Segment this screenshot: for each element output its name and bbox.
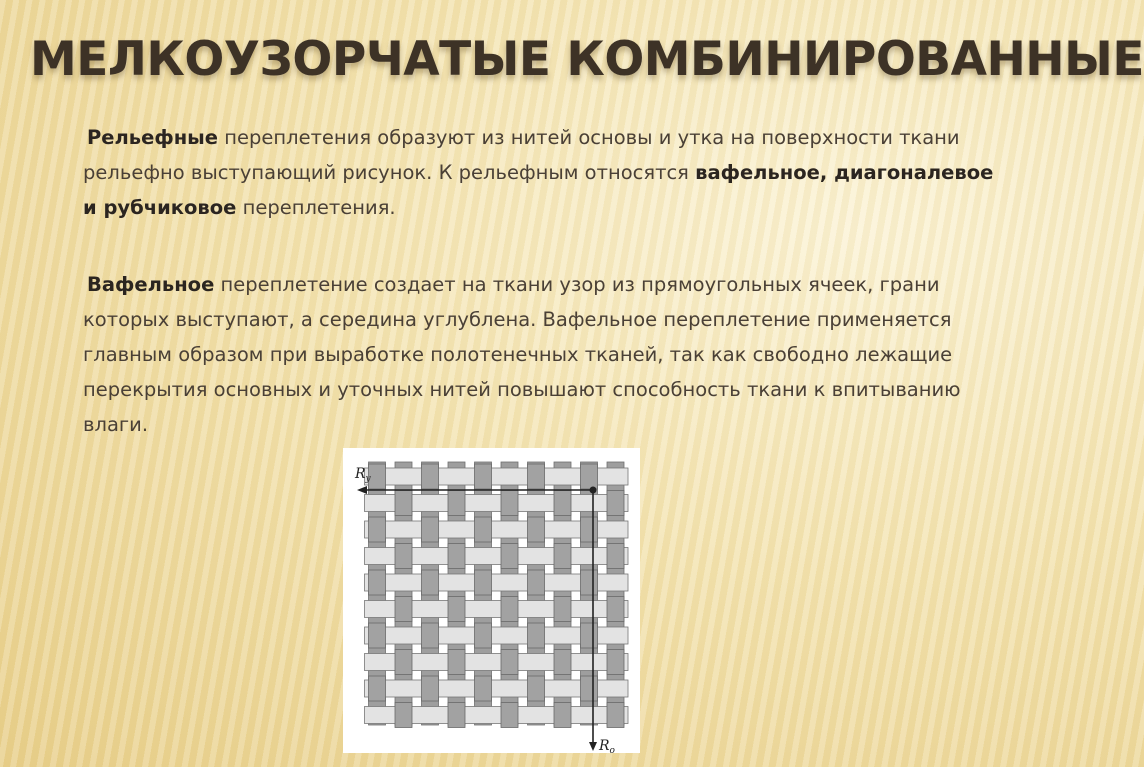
warp-float <box>581 517 598 542</box>
warp-float <box>369 623 386 648</box>
warp-float <box>395 650 412 675</box>
paragraph-waffle-text: переплетение создает на ткани узор из прямоугольных ячеек, грани которых выступают, а середина углублена. Вафельное переплетение применяется главным образом при выработке полотенечных тканей, так как свободно лежащие перекрытия основных и уточных нитей повышают способность ткани к впитыванию влаги. <box>83 273 961 436</box>
warp-float <box>528 676 545 701</box>
warp-float <box>581 623 598 648</box>
warp-float <box>501 597 518 622</box>
warp-float <box>554 650 571 675</box>
warp-float <box>395 597 412 622</box>
arrow-down-icon <box>589 742 597 751</box>
warp-float <box>607 650 624 675</box>
warp-float <box>581 676 598 701</box>
repeat-weft-label: $R_y$ <box>355 466 371 484</box>
slide-title: МЕЛКОУЗОРЧАТЫЕ КОМБИНИРОВАННЫЕ <box>30 32 1144 87</box>
warp-float <box>528 517 545 542</box>
warp-float <box>554 703 571 728</box>
warp-float <box>607 491 624 516</box>
warp-float <box>369 464 386 489</box>
warp-float <box>554 544 571 569</box>
repeat-corner-dot <box>590 487 597 494</box>
warp-float <box>528 464 545 489</box>
warp-float <box>501 703 518 728</box>
warp-float <box>395 491 412 516</box>
warp-float <box>554 597 571 622</box>
warp-float <box>554 491 571 516</box>
warp-float <box>448 703 465 728</box>
weave-grid <box>365 462 629 728</box>
relief-types: вафельное, диагоналевое и рубчиковое <box>83 161 994 219</box>
warp-float <box>448 597 465 622</box>
paragraph-waffle <box>83 267 1003 442</box>
warp-float <box>448 650 465 675</box>
waffle-weave-diagram <box>343 448 640 756</box>
warp-float <box>422 517 439 542</box>
warp-float <box>581 464 598 489</box>
warp-float <box>528 570 545 595</box>
warp-float <box>501 491 518 516</box>
term-relief: Рельефные <box>87 126 219 149</box>
warp-float <box>501 650 518 675</box>
warp-float <box>607 597 624 622</box>
warp-float <box>395 544 412 569</box>
warp-float <box>475 623 492 648</box>
warp-float <box>448 544 465 569</box>
warp-float <box>607 544 624 569</box>
paragraph-relief-text: переплетения образуют из нитей основы и утка на поверхности ткани рельефно выступающий рисунок. К рельефным относятся <box>83 126 960 184</box>
warp-float <box>422 464 439 489</box>
paragraph-relief <box>83 120 1003 225</box>
paragraph-relief-end: переплетения. <box>236 196 396 219</box>
warp-float <box>422 676 439 701</box>
warp-float <box>475 464 492 489</box>
warp-float <box>422 623 439 648</box>
warp-float <box>369 517 386 542</box>
warp-float <box>448 491 465 516</box>
warp-float <box>581 570 598 595</box>
repeat-warp-label: $R_o$ <box>599 738 615 756</box>
warp-float <box>607 703 624 728</box>
warp-float <box>475 517 492 542</box>
warp-float <box>369 676 386 701</box>
arrow-left-icon <box>357 486 367 494</box>
warp-float <box>528 623 545 648</box>
warp-float <box>422 570 439 595</box>
warp-float <box>501 544 518 569</box>
warp-float <box>475 570 492 595</box>
warp-float <box>395 703 412 728</box>
warp-float <box>369 570 386 595</box>
warp-float <box>475 676 492 701</box>
term-waffle: Вафельное <box>87 273 215 296</box>
